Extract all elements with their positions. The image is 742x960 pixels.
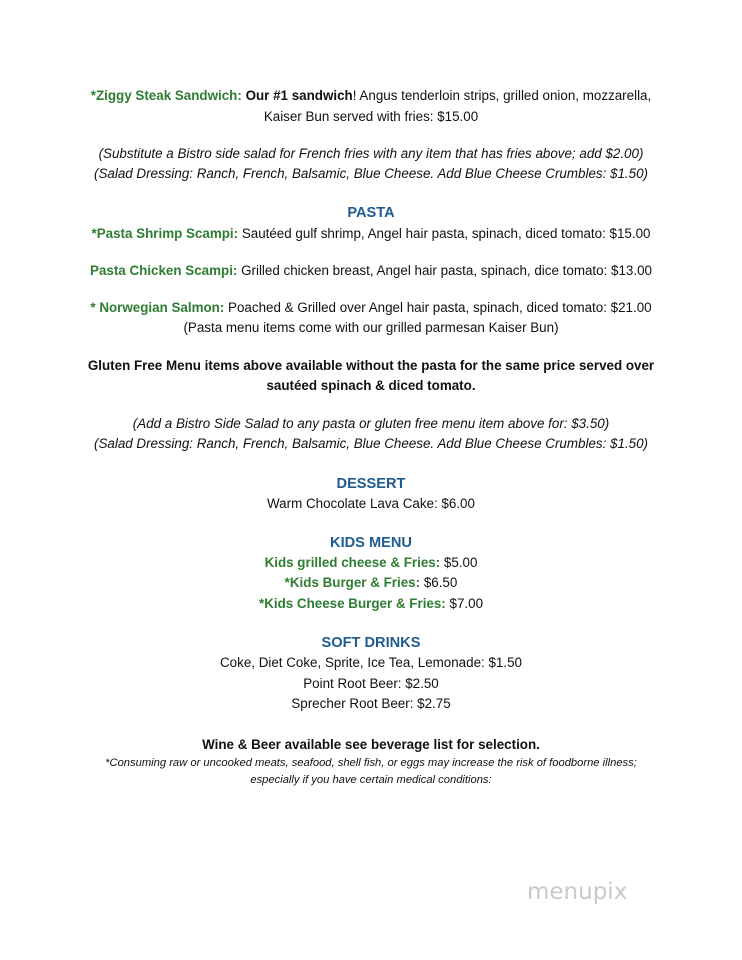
pasta-heading: PASTA: [347, 205, 395, 221]
drink-item: Sprecher Root Beer: $2.75: [291, 696, 451, 711]
kids-menu-heading: KIDS MENU: [330, 535, 412, 551]
kids-item-name: Kids grilled cheese & Fries:: [264, 555, 441, 570]
food-safety-disclaimer-1: *Consuming raw or uncooked meats, seafood, shell fish, or eggs may increase the risk of foodborne illness;: [105, 757, 637, 769]
kids-item-price: $5.00: [440, 555, 478, 570]
kids-item-name: *Kids Cheese Burger & Fries:: [258, 596, 446, 611]
pasta-item: [20, 298, 722, 318]
steak-sandwich-name: *Ziggy Steak Sandwich:: [90, 88, 242, 103]
pasta-item: [20, 224, 722, 244]
drink-item: Coke, Diet Coke, Sprite, Ice Tea, Lemonade: $1.50: [220, 655, 522, 670]
pasta-note: (Pasta menu items come with our grilled parmesan Kaiser Bun): [183, 320, 559, 335]
menupix-watermark: menupix: [527, 879, 628, 905]
wine-beer-note: Wine & Beer available see beverage list for selection.: [202, 737, 540, 752]
pasta-item-name: * Norwegian Salmon:: [90, 300, 225, 315]
kids-item: [20, 553, 722, 573]
pasta-item: [20, 261, 722, 281]
kids-item-name: *Kids Burger & Fries:: [284, 575, 421, 590]
kids-item-price: $7.00: [445, 596, 484, 611]
soft-drinks-heading: SOFT DRINKS: [321, 635, 421, 651]
pasta-item-name: Pasta Chicken Scampi:: [90, 263, 238, 278]
salad-note-1: (Add a Bistro Side Salad to any pasta or gluten free menu item above for: $3.50): [132, 416, 610, 431]
gluten-free-note-1: Gluten Free Menu items above available without the pasta for the same price served over: [87, 358, 655, 373]
salad-note-2: (Salad Dressing: Ranch, French, Balsamic, Blue Cheese. Add Blue Cheese Crumbles: $1.50): [94, 436, 648, 451]
dessert-heading: DESSERT: [336, 476, 406, 492]
steak-sandwich-description: ! Angus tenderloin strips, grilled onion, mozzarella,: [352, 88, 652, 103]
pasta-item-description: Grilled chicken breast, Angel hair pasta, spinach, dice tomato: $13.00: [237, 263, 652, 278]
dessert-item: Warm Chocolate Lava Cake: $6.00: [267, 496, 475, 511]
pasta-item-description: Sautéed gulf shrimp, Angel hair pasta, spinach, diced tomato: $15.00: [238, 226, 651, 241]
kids-item-price: $6.50: [420, 575, 458, 590]
substitute-note-2: (Salad Dressing: Ranch, French, Balsamic, Blue Cheese. Add Blue Cheese Crumbles: $1.50): [94, 166, 648, 181]
gluten-free-note-2: sautéed spinach & diced tomato.: [266, 378, 476, 393]
food-safety-disclaimer-2: especially if you have certain medical conditions:: [250, 774, 492, 786]
substitute-note-1: (Substitute a Bistro side salad for French fries with any item that has fries above; add $2.00): [98, 146, 644, 161]
drink-item: Point Root Beer: $2.50: [303, 676, 439, 691]
steak-sandwich-line-2: Kaiser Bun served with fries: $15.00: [263, 109, 479, 124]
pasta-item-description: Poached & Grilled over Angel hair pasta, spinach, diced tomato: $21.00: [224, 300, 652, 315]
steak-sandwich-highlight: Our #1 sandwich: [245, 88, 353, 103]
pasta-item-name: *Pasta Shrimp Scampi:: [91, 226, 239, 241]
steak-sandwich-line-1: [20, 86, 722, 106]
kids-item: [20, 573, 722, 593]
kids-item: [20, 594, 722, 614]
